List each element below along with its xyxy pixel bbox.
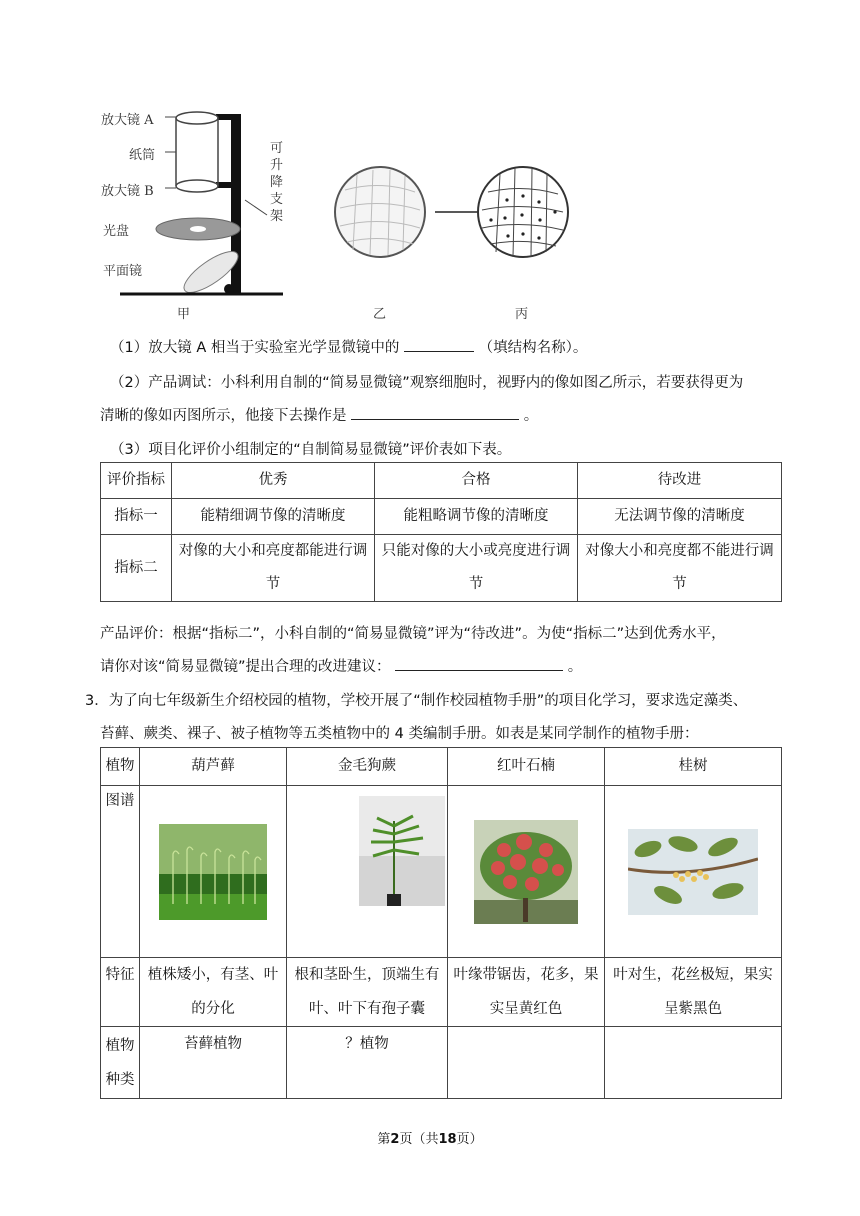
eval-line1: 产品评价：根据“指标二”，小科自制的“简易显微镜”评为“待改进”。为使“指标二”达到优秀水平， bbox=[100, 626, 726, 642]
table-cell: 只能对像的大小或亮度进行调 节 bbox=[375, 535, 578, 602]
table-cell: 根和茎卧生，顶端生有 叶、叶下有孢子囊 bbox=[287, 958, 448, 1027]
q3-line2: 苔藓、蕨类、裸子、被子植物等五类植物中的 4 类编制手册。如表是某同学制作的植物手册： bbox=[100, 726, 699, 742]
table-cell: 苔藓植物 bbox=[140, 1027, 287, 1099]
q2-sub3: （3）项目化评价小组制定的“自制简易显微镜”评价表如下表。 bbox=[110, 442, 512, 458]
table-header: 葫芦藓 bbox=[140, 748, 287, 786]
label-yi: 乙 bbox=[373, 307, 387, 322]
table-row bbox=[101, 786, 782, 958]
table-header: 评价指标 bbox=[101, 463, 172, 499]
table-cell: 能粗略调节像的清晰度 bbox=[375, 499, 578, 535]
q2-sub2-line2: 清晰的像如丙图所示，他接下去操作是 。 bbox=[100, 404, 538, 425]
label-tube: 纸筒 bbox=[129, 148, 156, 163]
table-cell bbox=[605, 786, 782, 958]
table-cell: 指标一 bbox=[101, 499, 172, 535]
table-header: 金毛狗蕨 bbox=[287, 748, 448, 786]
table-cell bbox=[448, 1027, 605, 1099]
table-row bbox=[101, 958, 782, 1027]
table-cell: 对像的大小和亮度都能进行调 节 bbox=[172, 535, 375, 602]
table-header: 优秀 bbox=[172, 463, 375, 499]
fern-image bbox=[359, 796, 445, 906]
q3-line1: 3．为了向七年级新生介绍校园的植物，学校开展了“制作校园植物手册”的项目化学习，要求选定藻类、 bbox=[85, 693, 748, 709]
table-header: 红叶石楠 bbox=[448, 748, 605, 786]
table-cell bbox=[140, 786, 287, 958]
answer-blank-3[interactable] bbox=[395, 655, 563, 671]
table-cell: 植株矮小，有茎、叶 的分化 bbox=[140, 958, 287, 1027]
table-cell bbox=[287, 786, 448, 958]
answer-blank-1[interactable] bbox=[404, 336, 474, 352]
table-header: 合格 bbox=[375, 463, 578, 499]
table-cell: 对像大小和亮度都不能进行调 节 bbox=[578, 535, 782, 602]
total-pages: 18 bbox=[438, 1132, 457, 1147]
table-row bbox=[101, 748, 782, 786]
label-lens-a: 放大镜 A bbox=[101, 113, 154, 128]
q2-sub2-line1: （2）产品调试：小科利用自制的“简易显微镜”观察细胞时，视野内的像如图乙所示，若要获得更为 bbox=[110, 375, 744, 391]
osmanthus-image bbox=[628, 829, 758, 915]
table-cell: 植物 种类 bbox=[101, 1027, 140, 1099]
page-number: 2 bbox=[390, 1132, 400, 1147]
microscope-figure bbox=[95, 100, 595, 325]
table-cell bbox=[605, 1027, 782, 1099]
table-cell: 特征 bbox=[101, 958, 140, 1027]
page-footer: 第2页（共18页） bbox=[377, 1132, 483, 1147]
label-bing: 丙 bbox=[515, 307, 529, 322]
table-cell: 能精细调节像的清晰度 bbox=[172, 499, 375, 535]
eval-line2: 请你对该“简易显微镜”提出合理的改进建议： 。 bbox=[100, 655, 582, 676]
table-row bbox=[101, 535, 782, 602]
table-cell: 无法调节像的清晰度 bbox=[578, 499, 782, 535]
table-cell: 图谱 bbox=[101, 786, 140, 958]
label-jia: 甲 bbox=[177, 307, 191, 322]
label-mirror: 平面镜 bbox=[103, 264, 143, 279]
table-cell: ？植物 bbox=[287, 1027, 448, 1099]
moss-image bbox=[159, 824, 267, 920]
label-lens-b: 放大镜 B bbox=[101, 184, 154, 199]
table-cell: 指标二 bbox=[101, 535, 172, 602]
table-cell: 叶缘带锯齿，花多，果 实呈黄红色 bbox=[448, 958, 605, 1027]
label-disc: 光盘 bbox=[103, 224, 130, 239]
table-cell: 叶对生，花丝极短，果实 呈紫黑色 bbox=[605, 958, 782, 1027]
table-header: 桂树 bbox=[605, 748, 782, 786]
table-cell bbox=[448, 786, 605, 958]
evaluation-table bbox=[100, 462, 782, 602]
photinia-image bbox=[474, 820, 578, 924]
table-row bbox=[101, 499, 782, 535]
q2-sub1: （1）放大镜 A 相当于实验室光学显微镜中的 （填结构名称）。 bbox=[110, 336, 587, 357]
answer-blank-2[interactable] bbox=[351, 404, 519, 420]
table-header: 待改进 bbox=[578, 463, 782, 499]
label-stand: 可 升 降 支 架 bbox=[270, 141, 284, 224]
microscope-diagram bbox=[95, 100, 595, 325]
table-row bbox=[101, 1027, 782, 1099]
table-row bbox=[101, 463, 782, 499]
plant-table bbox=[100, 747, 782, 1099]
table-header: 植物 bbox=[101, 748, 140, 786]
